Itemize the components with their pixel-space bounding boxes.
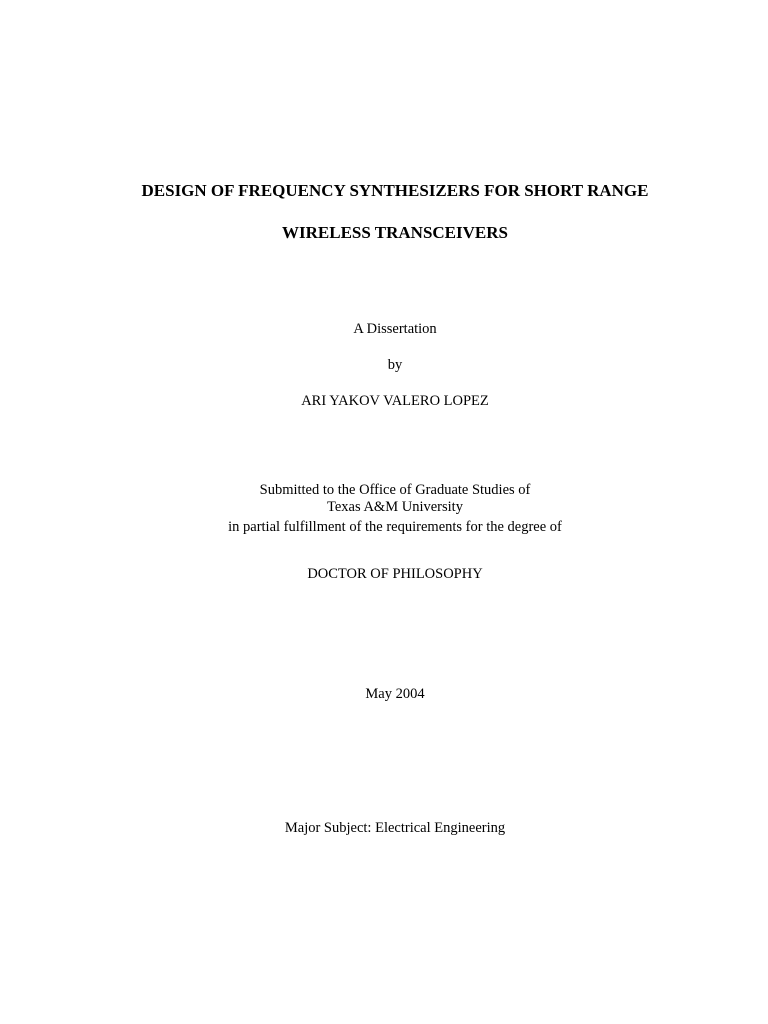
author-name: ARI YAKOV VALERO LOPEZ — [301, 393, 489, 409]
submission-line-1: Submitted to the Office of Graduate Studies of — [259, 482, 531, 498]
submission-line-2: Texas A&M University — [327, 499, 463, 515]
thesis-title-line-2: WIRELESS TRANSCEIVERS — [282, 223, 508, 242]
document-type: A Dissertation — [353, 321, 437, 337]
submission-line-3: in partial fulfillment of the requirements for the degree of — [228, 519, 562, 535]
degree: DOCTOR OF PHILOSOPHY — [307, 566, 483, 582]
date: May 2004 — [365, 686, 425, 702]
major-subject: Major Subject: Electrical Engineering — [284, 820, 506, 836]
thesis-title-line-1: DESIGN OF FREQUENCY SYNTHESIZERS FOR SHORT RANGE — [141, 181, 649, 200]
by-label: by — [387, 357, 403, 373]
